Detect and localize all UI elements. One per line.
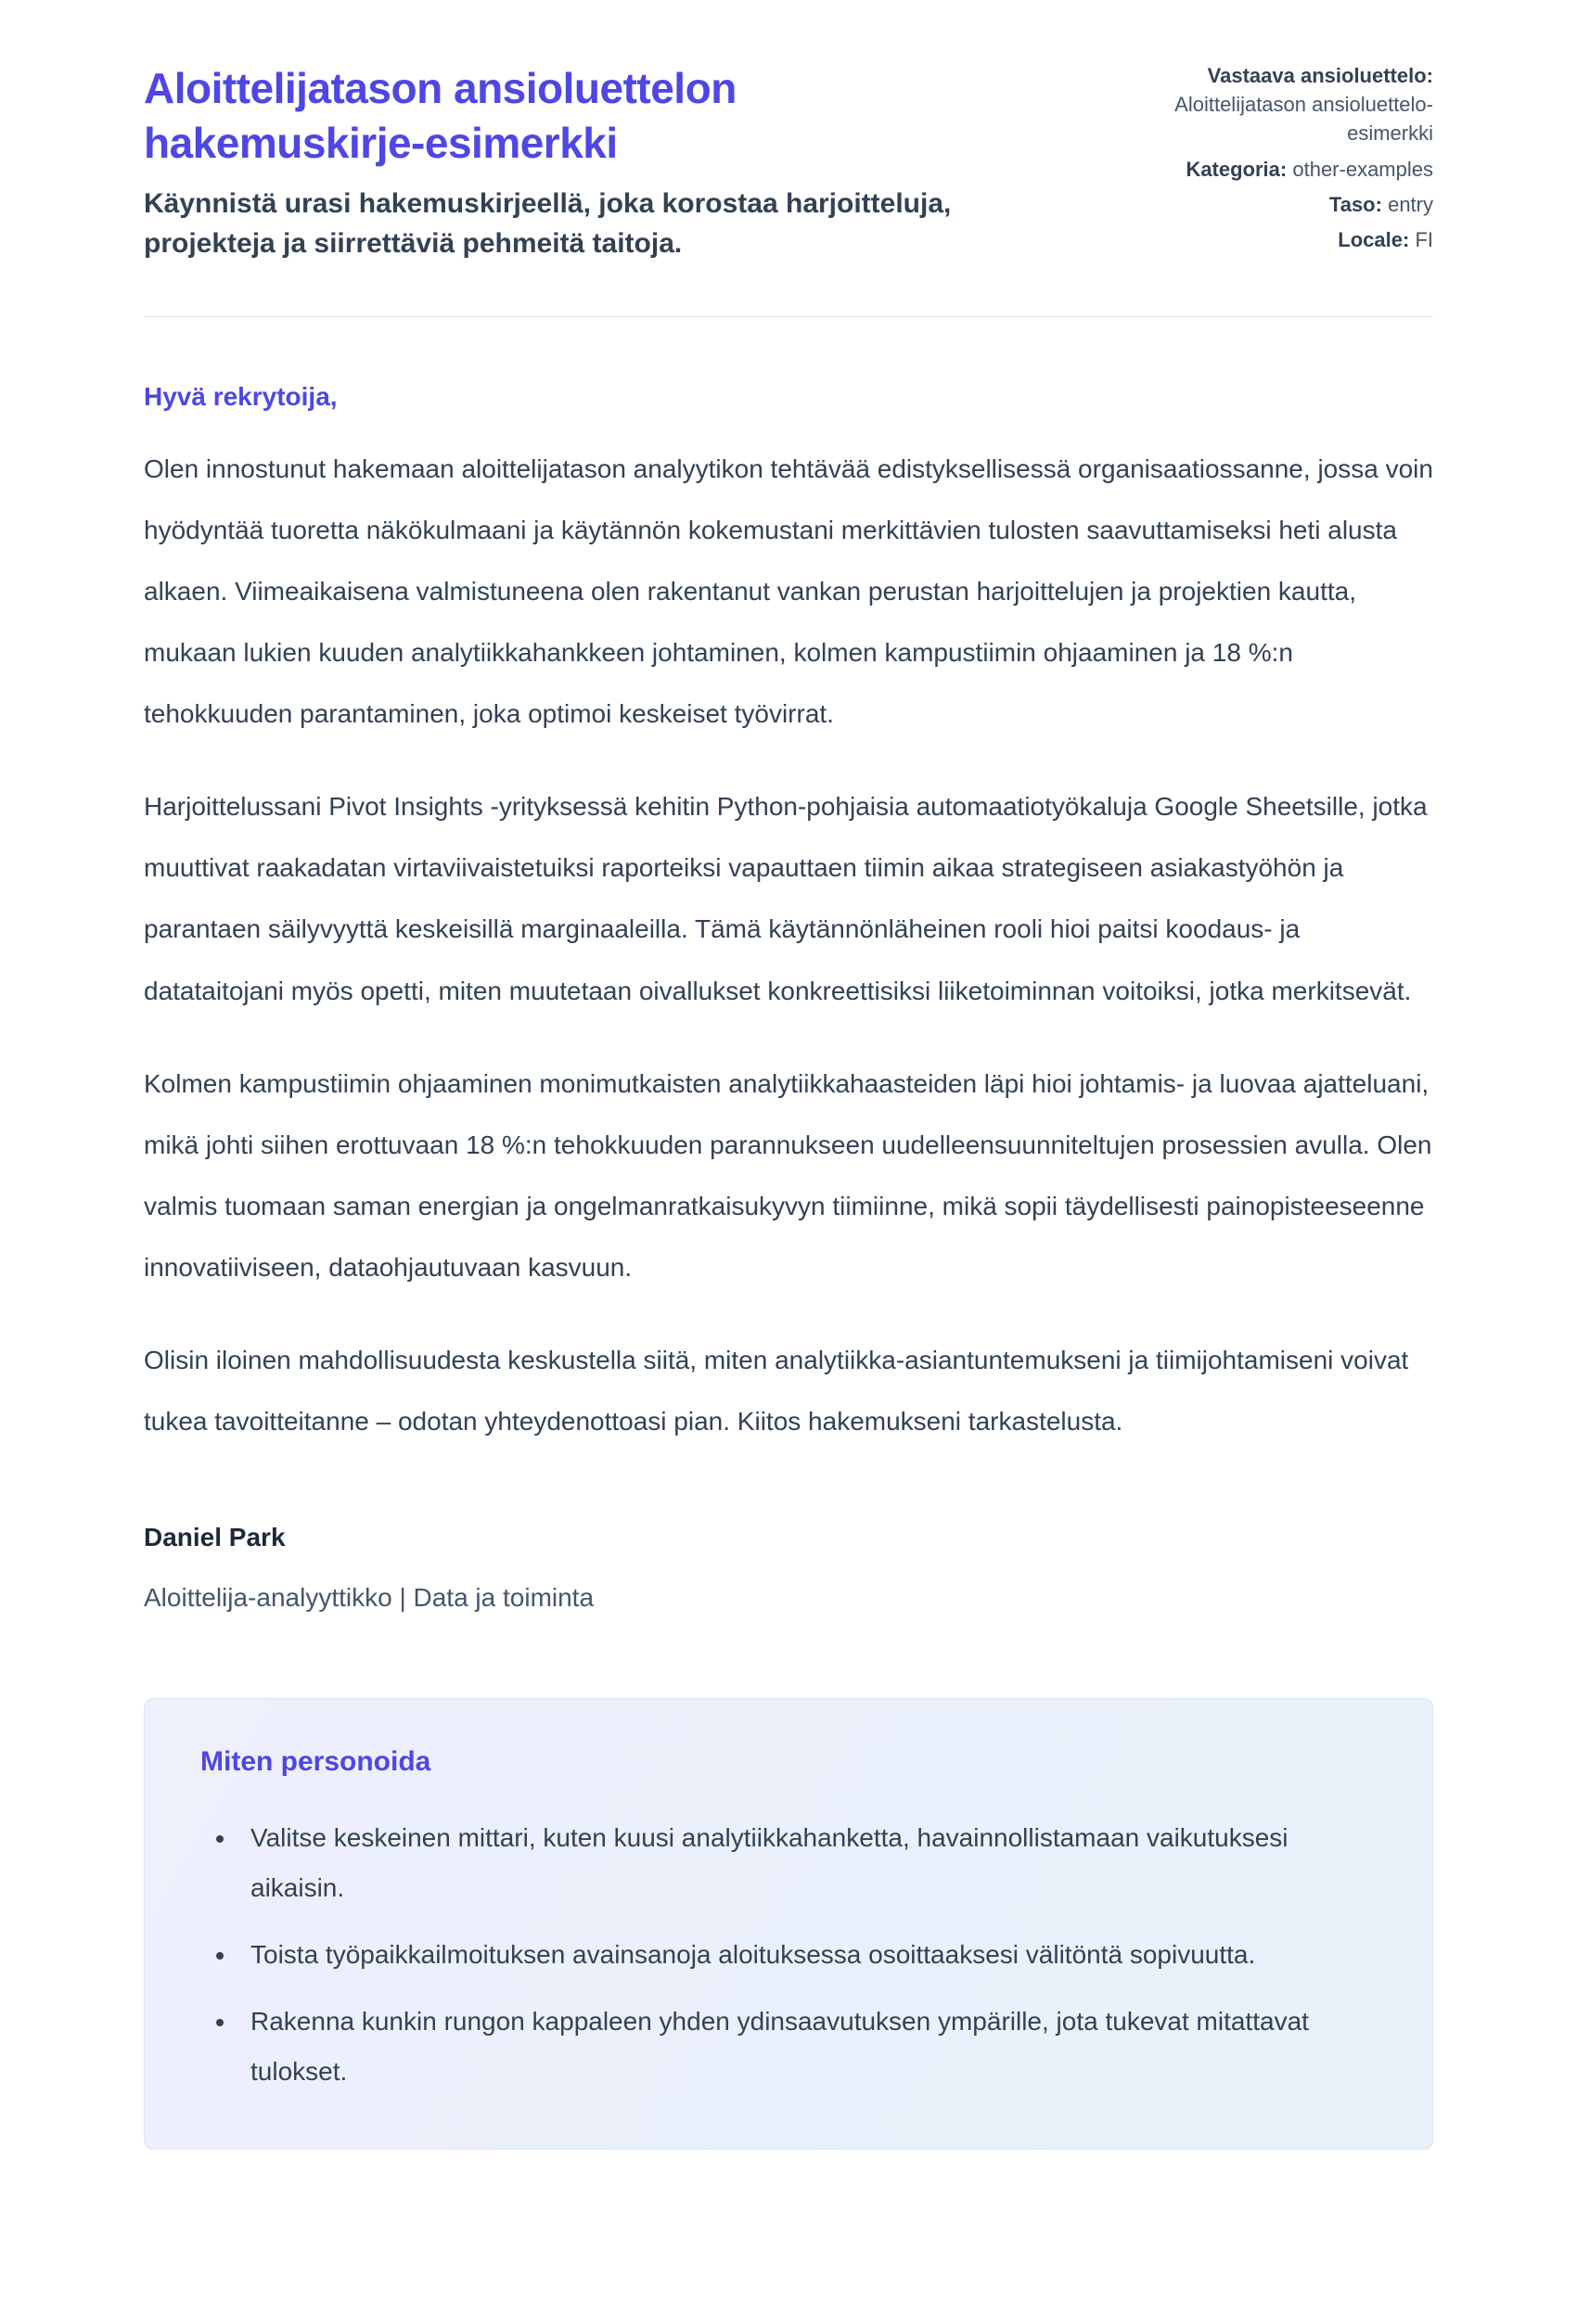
signature-role: Aloittelija-analyyttikko | Data ja toiminta — [144, 1582, 595, 1612]
letter-body — [144, 378, 1433, 1615]
tips-list — [200, 1813, 1377, 2097]
letter-paragraph-2: Harjoittelussani Pivot Insights -yrityksessä kehitin Python-pohjaisia automaatiotyökaluja Google Sheetsille, jotka muuttivat raakadatan virtaviivaistetuiksi raporteiksi vapauttaen tiimin aikaa strategiseen asiakastyöhön ja parantaen säilyvyyttä keskeisillä marginaaleilla. Tämä käytännönläheinen rooli hioi paitsi koodaus- ja datataitojani myös opetti, miten muutetaan oivallukset konkreettisiksi liiketoiminnan voitoiksi, jotka merkitsevät. — [144, 792, 1428, 1005]
header-divider — [144, 316, 1433, 317]
meta-label-category: Kategoria: — [1186, 157, 1288, 181]
header-title-block — [144, 52, 1006, 264]
header — [144, 52, 1433, 264]
tip-item-2: • Toista työpaikkailmoituksen avainsanoja aloituksessa osoittaaksesi välitöntä sopivuutta. — [237, 1930, 1377, 1980]
meta-label-locale: Locale: — [1338, 228, 1410, 252]
letter-paragraph-4: Olisin iloinen mahdollisuudesta keskustella siitä, miten analytiikka-asiantuntemukseni ja tiimijohtamiseni voivat tukea tavoitteitanne – odotan yhteydenottoasi pian. Kiitos hakemukseni tarkastelusta. — [144, 1345, 1409, 1437]
meta-value-category: other-examples — [1292, 157, 1433, 181]
signature-name: Daniel Park — [144, 1523, 286, 1552]
meta-row-matching-resume — [1099, 61, 1433, 148]
letter-paragraph-3: Kolmen kampustiimin ohjaaminen monimutkaisten analytiikkahaasteiden läpi hioi johtamis- ja luovaa ajatteluani, mikä johti siihen erottuvaan 18 %:n tehokkuuden parannukseen uudelleensuunniteltujen prosessien avulla. Olen valmis tuomaan saman energian ja ongelmanratkaisukyvyn tiimiinne, mikä sopii täydellisesti painopisteeseenne innovatiiviseen, dataohjautuvaan kasvuun. — [144, 1068, 1432, 1282]
meta-label-level: Taso: — [1328, 192, 1382, 216]
personalization-tips-box — [144, 1698, 1433, 2150]
meta-row-category — [1099, 155, 1433, 184]
meta-label-matching-resume: Vastaava ansioluettelo: — [1207, 64, 1433, 87]
letter-greeting: Hyvä rekrytoija, — [144, 381, 338, 411]
tips-heading: Miten personoida — [200, 1745, 431, 1777]
letter-paragraph-1: Olen innostunut hakemaan aloittelijatason analyytikon tehtävää edistyksellisessä organisaatiossanne, jossa voin hyödyntää tuoretta näkökulmaani ja käytännön kokemustani merkittävien tulosten saavuttamiseksi heti alusta alkaen. Viimeaikaisena valmistuneena olen rakentanut vankan perustan harjoittelujen ja projektien kautta, mukaan lukien kuuden analytiikkahankkeen johtaminen, kolmen kampustiimin ohjaaminen ja 18 %:n tehokkuuden parantaminen, joka optimoi keskeiset työvirrat. — [144, 453, 1433, 729]
meta-row-level — [1099, 190, 1433, 219]
meta-panel — [1099, 52, 1433, 261]
meta-value-level: entry — [1388, 192, 1433, 216]
page-subtitle: Käynnistä urasi hakemuskirjeellä, joka korostaa harjoitteluja, projekteja ja siirrettäviä pehmeitä taitoja. — [144, 187, 952, 260]
meta-row-locale — [1099, 225, 1433, 254]
page-title: Aloittelijatason ansioluettelon hakemuskirje-esimerkki — [144, 64, 737, 167]
meta-value-locale: FI — [1415, 228, 1433, 252]
tip-item-3: • Rakenna kunkin rungon kappaleen yhden ydinsaavutuksen ympärille, jota tukevat mitattavat tulokset. — [237, 1997, 1377, 2097]
signature-block — [144, 1521, 1433, 1615]
tip-item-1: • Valitse keskeinen mittari, kuten kuusi analytiikkahanketta, havainnollistamaan vaikutuksesi aikaisin. — [237, 1813, 1377, 1913]
meta-value-matching-resume: Aloittelijatason ansioluettelo-esimerkki — [1174, 93, 1433, 146]
